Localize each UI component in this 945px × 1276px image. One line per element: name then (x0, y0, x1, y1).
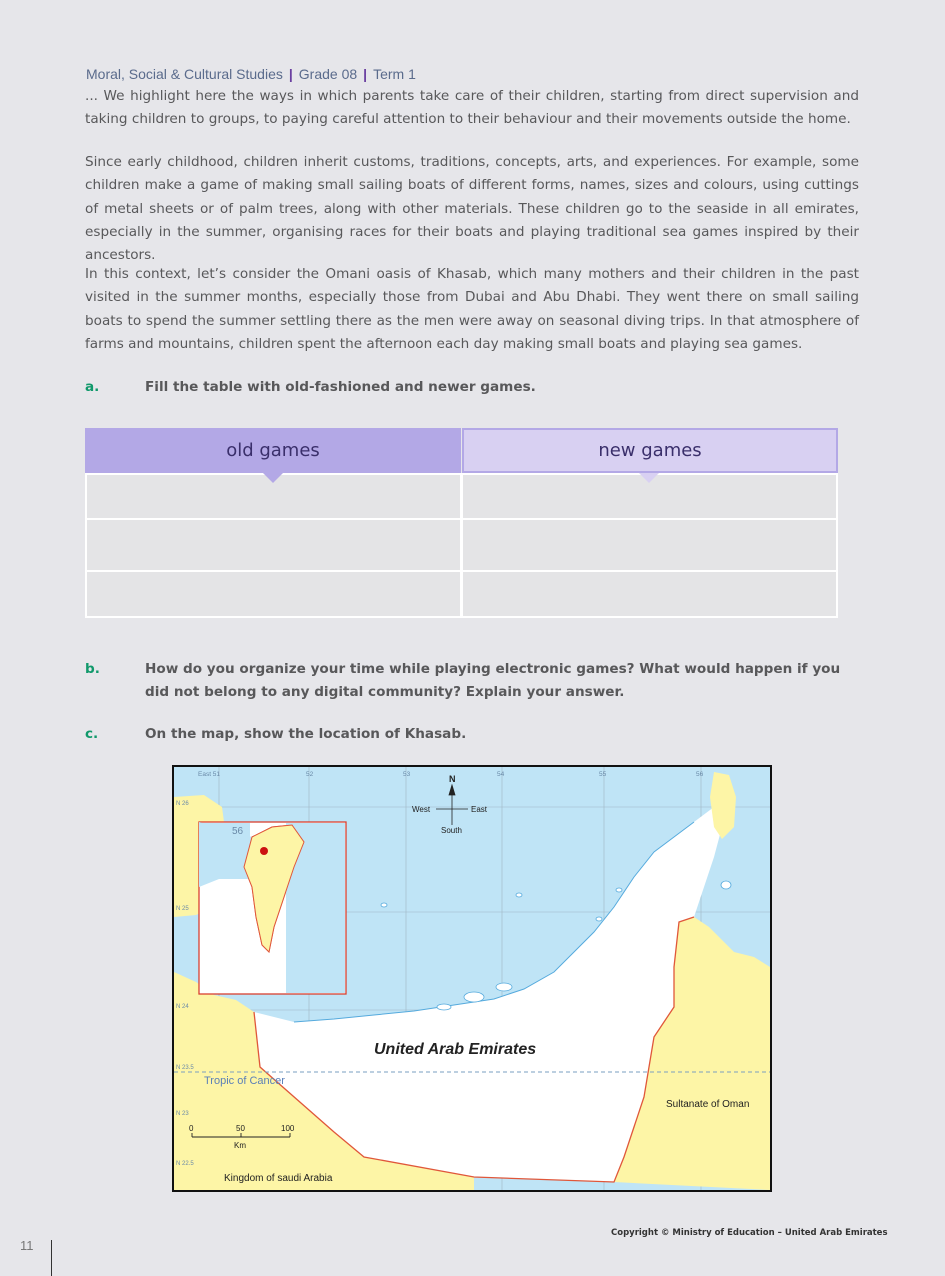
question-letter: a. (85, 379, 100, 395)
header-pointer (263, 473, 283, 483)
lat-label: N 22.5 (176, 1161, 194, 1167)
question-b (85, 658, 865, 704)
inset-label: 56 (232, 826, 244, 837)
header-separator: | (288, 66, 293, 82)
lon-label: 56 (696, 771, 704, 778)
question-letter: b. (85, 661, 100, 677)
compass-west: West (412, 805, 431, 814)
intro-paragraph: ... We highlight here the ways in which parents take care of their children, starting from direct supervision and taking children to groups, to paying careful attention to their behaviour and their movements outside the home. (85, 88, 859, 128)
page-number: 11 (20, 1238, 34, 1253)
new-games-cell-2[interactable] (461, 518, 838, 572)
question-c (85, 723, 865, 746)
page-divider (51, 1240, 52, 1276)
question-text: How do you organize your time while playing electronic games? What would happen if you did not belong to any digital community? Explain your answer. (145, 661, 841, 700)
grade-label: Grade 08 (298, 66, 358, 82)
lon-label: 55 (599, 771, 607, 778)
lon-label: 53 (403, 771, 411, 778)
header-separator: | (363, 66, 368, 82)
khasab-dot[interactable] (260, 847, 268, 855)
page-header (86, 66, 416, 82)
new-games-cell-3[interactable] (461, 570, 838, 618)
old-games-cell-2[interactable] (85, 518, 462, 572)
scale-tick: 100 (281, 1124, 295, 1133)
tropic-label: Tropic of Cancer (204, 1075, 285, 1087)
copyright: Copyright © Ministry of Education – United Arab Emirates (611, 1228, 888, 1238)
new-games-header: new games (462, 428, 838, 473)
compass-north: N (449, 774, 456, 784)
question-letter: c. (85, 726, 99, 742)
oman-label: Sultanate of Oman (666, 1099, 750, 1110)
lon-label: 54 (497, 771, 505, 778)
customs-paragraph: Since early childhood, children inherit customs, traditions, concepts, arts, and experiences. For example, some children make a game of making small sailing boats of different forms, names, sizes and colours, using cuttings of metal sheets or of palm trees, along with other materials. These children go to the seaside in all emirates, especially in the summer, organising races for their boats and playing traditional sea games inspired by their ancestors. (85, 154, 859, 264)
compass-south: South (441, 826, 462, 835)
lon-label: East 51 (198, 771, 221, 778)
scale-unit: Km (234, 1141, 246, 1150)
compass-east: East (471, 805, 488, 814)
lat-label: N 23 (176, 1111, 189, 1117)
lat-label: N 23.5 (176, 1065, 194, 1071)
old-games-cell-3[interactable] (85, 570, 462, 618)
lon-label: 52 (306, 771, 314, 778)
lat-label: N 24 (176, 1004, 189, 1010)
uae-map[interactable] (172, 765, 772, 1192)
lat-label: N 25 (176, 906, 189, 912)
question-text: On the map, show the location of Khasab. (145, 726, 467, 742)
uae-title: United Arab Emirates (374, 1041, 537, 1058)
subject-label: Moral, Social & Cultural Studies (86, 66, 283, 82)
term-label: Term 1 (373, 66, 416, 82)
scale-tick: 50 (236, 1124, 245, 1133)
scale-tick: 0 (189, 1124, 194, 1133)
saudi-label: Kingdom of saudi Arabia (224, 1173, 333, 1184)
question-text: Fill the table with old-fashioned and newer games. (145, 379, 536, 395)
compass (436, 785, 468, 825)
lat-label: N 26 (176, 801, 189, 807)
header-pointer (639, 473, 659, 483)
question-a (85, 376, 865, 399)
old-games-header: old games (85, 428, 461, 473)
khasab-paragraph: In this context, let’s consider the Omani oasis of Khasab, which many mothers and their children in the past visited in the summer months, especially those from Dubai and Abu Dhabi. They went there on small sailing boats to spend the summer settling there as the men were away on seasonal diving trips. In that atmosphere of farms and mountains, children spent the afternoon each day making small boats and playing sea games. (85, 266, 859, 352)
